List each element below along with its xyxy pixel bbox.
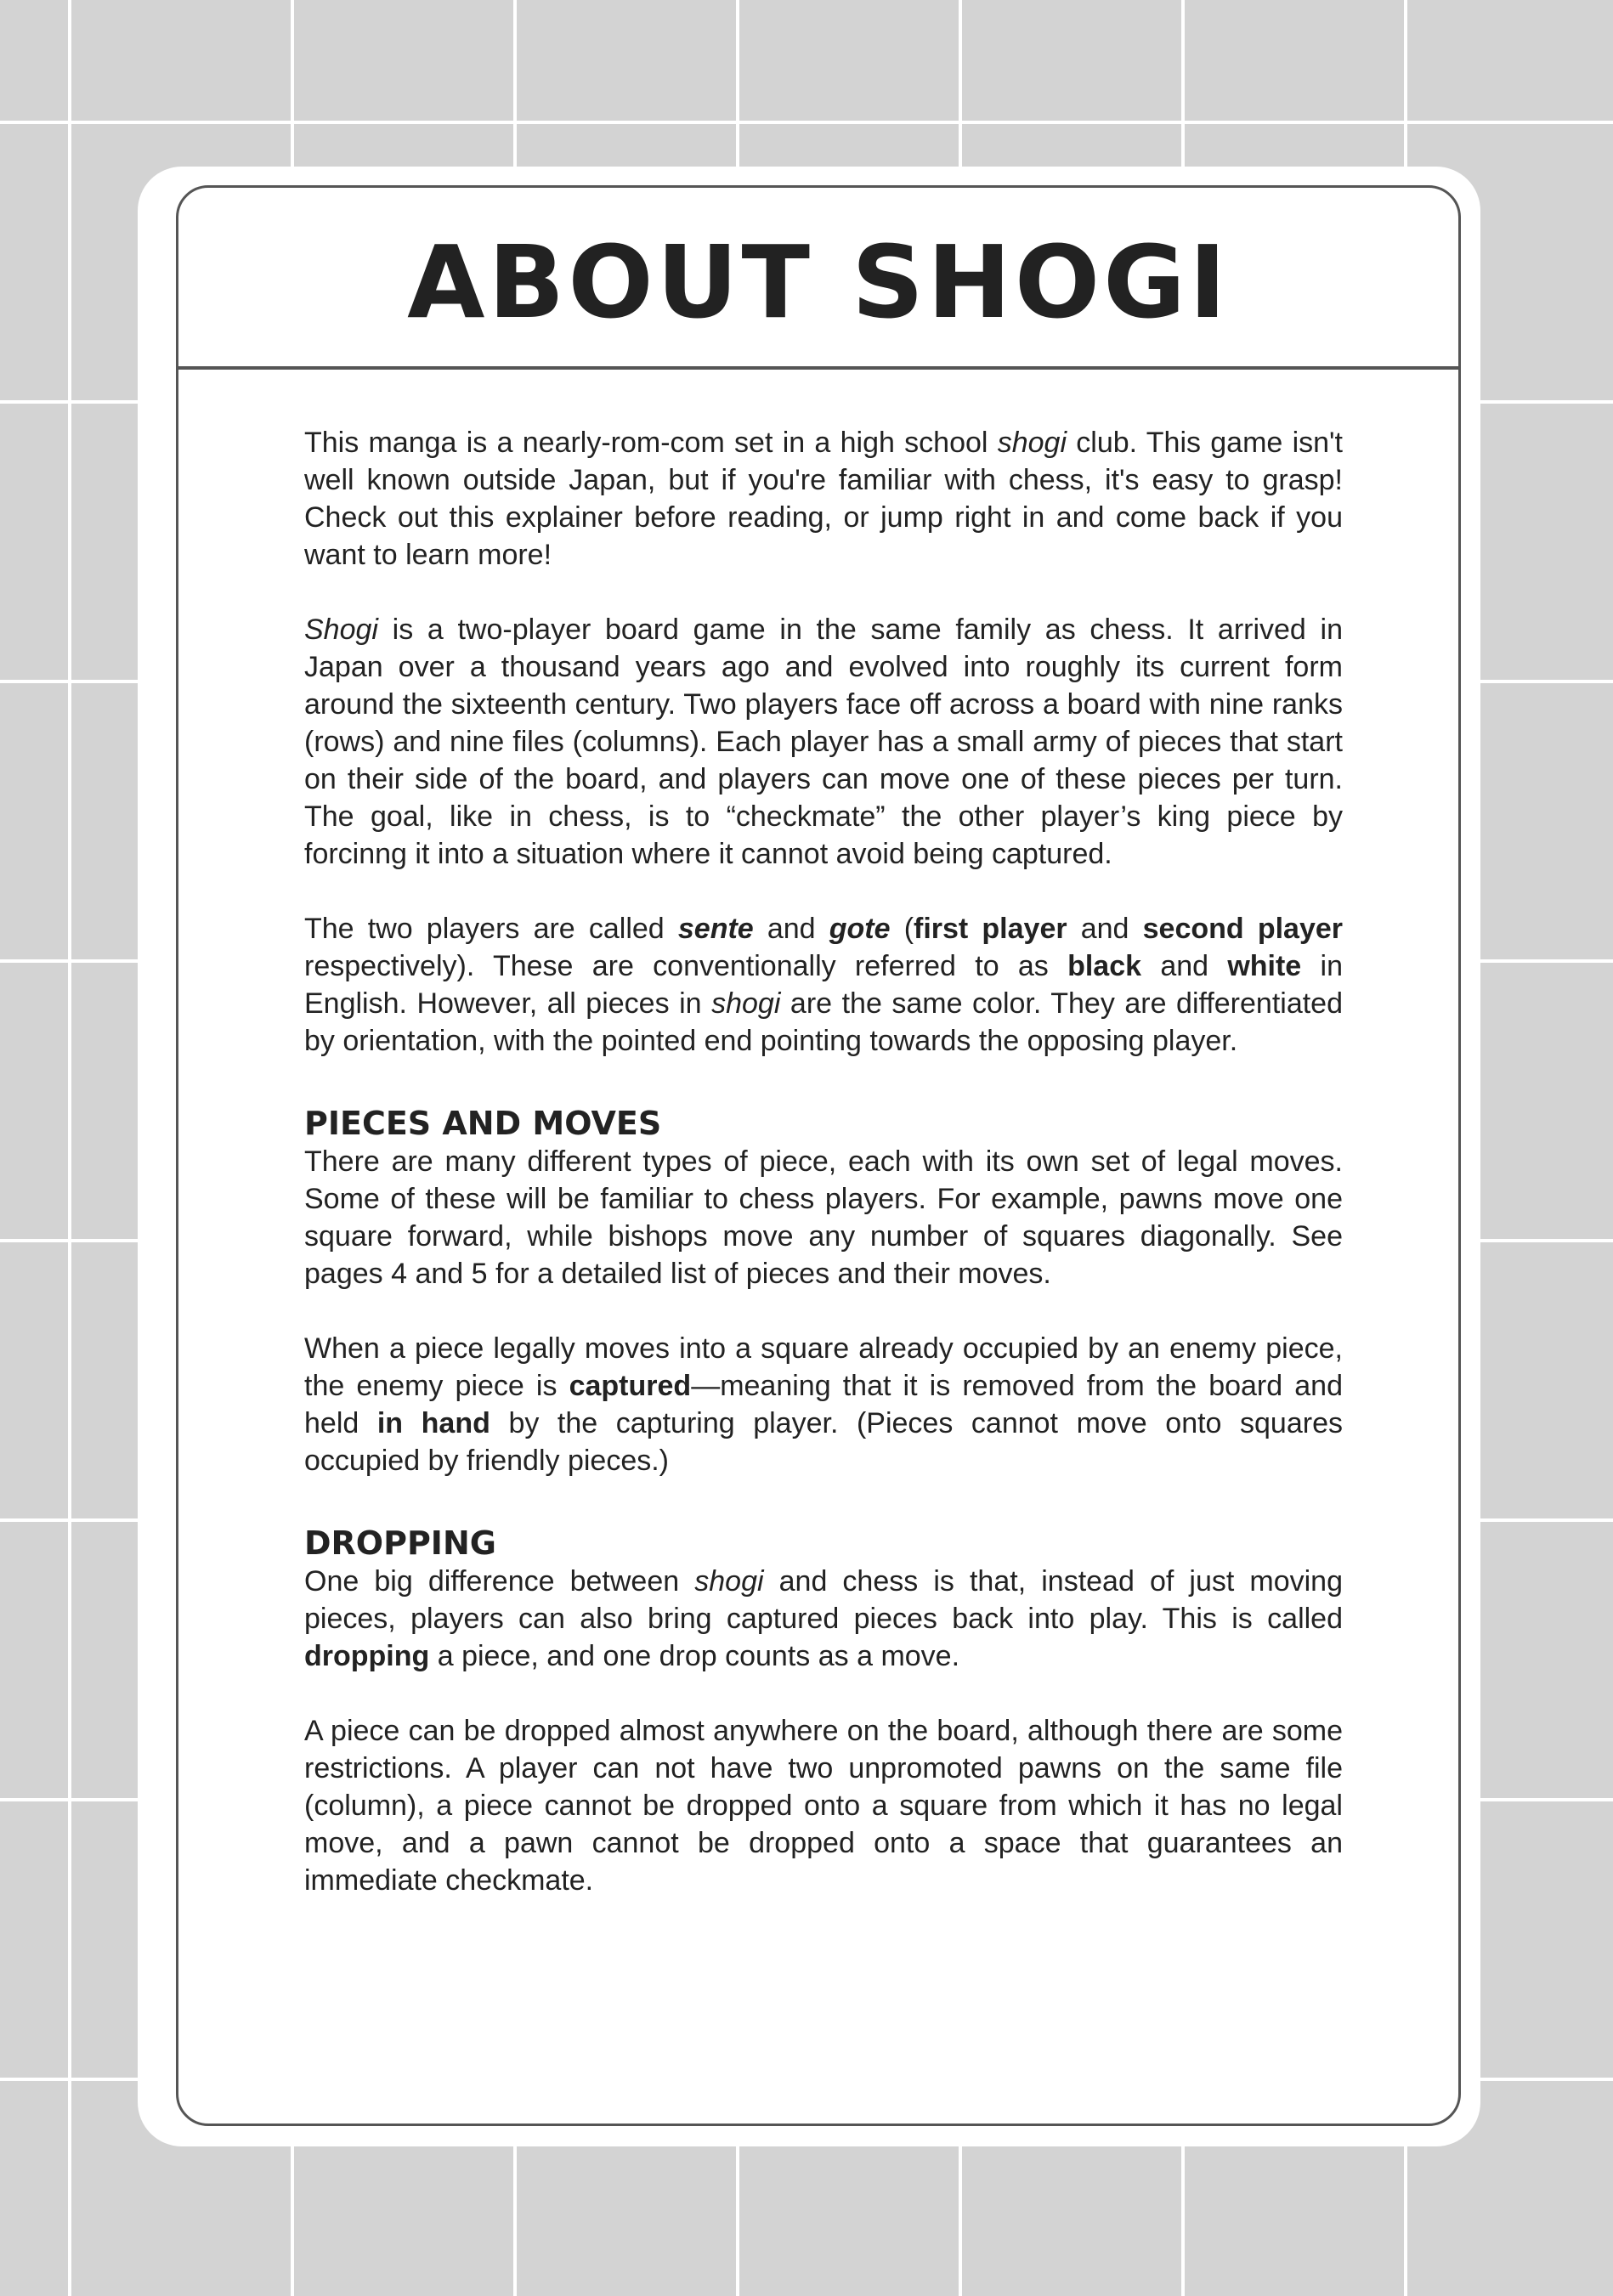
bold-text: white — [1227, 950, 1302, 982]
paragraph — [304, 910, 1343, 1060]
text-run: —meaning that it is removed from the board and held — [304, 1370, 1343, 1439]
text-run: There are many different types of piece, each with its own set of legal moves. Some of these will be familiar to chess players. For example, pawns move one square forward, while bishops move any number of squares diagonally. See pages 4 and 5 for a detailed list of pieces and their moves. — [304, 1145, 1343, 1290]
about-shogi-panel — [176, 185, 1461, 2126]
bold-text: first player — [914, 913, 1067, 945]
bold-text: captured — [569, 1370, 692, 1402]
bold-text: dropping — [304, 1640, 430, 1672]
bold-text: in hand — [376, 1407, 490, 1439]
text-run: in English. However, all pieces in — [304, 950, 1343, 1020]
panel-header — [178, 188, 1458, 370]
paragraph — [304, 1563, 1343, 1675]
paragraph — [304, 611, 1343, 873]
paragraph — [304, 424, 1343, 574]
page-title: ABOUT SHOGI — [407, 223, 1230, 341]
text-run: and — [1141, 950, 1228, 982]
article-body — [304, 424, 1343, 1937]
emphasis-text: gote — [829, 913, 891, 945]
text-run: This manga is a nearly-rom-com set in a high school — [304, 427, 998, 459]
italic-text: shogi — [694, 1565, 764, 1598]
section-heading: PIECES AND MOVES — [304, 1105, 662, 1142]
text-run: One big difference between — [304, 1565, 695, 1598]
bold-text — [829, 913, 891, 945]
text-run: and — [1067, 913, 1143, 945]
text-run: When a piece legally moves into a square already occupied by an enemy piece, the enemy piece is — [304, 1332, 1343, 1402]
text-run: club. This game isn't well known outside Japan, but if you're familiar with chess, it's easy to grasp! Check out this explainer before reading, or jump right in and come back if you want to learn more! — [304, 427, 1343, 571]
text-run: are the same color. They are differentiated by orientation, with the pointed end pointing towards the opposing player. — [304, 987, 1343, 1057]
bold-text: black — [1067, 950, 1142, 982]
text-run: and chess is that, instead of just moving pieces, players can also bring captured pieces back into play. This is called — [304, 1565, 1343, 1635]
text-run: by the capturing player. (Pieces cannot move onto squares occupied by friendly pieces.) — [304, 1407, 1343, 1477]
paragraph — [304, 1712, 1343, 1899]
text-run: A piece can be dropped almost anywhere on the board, although there are some restrictions. A player can not have two unpromoted pawns on the same file (column), a piece cannot be dropped onto a square from which it has no legal move, and a pawn cannot be dropped onto a space that guarantees an immediate checkmate. — [304, 1715, 1343, 1897]
italic-text: shogi — [997, 427, 1067, 459]
emphasis-text: sente — [677, 913, 754, 945]
paragraph — [304, 1330, 1343, 1479]
text-run: ( — [890, 913, 914, 945]
paragraph — [304, 1143, 1343, 1292]
text-run: a piece, and one drop counts as a move. — [429, 1640, 960, 1672]
text-run: is a two-player board game in the same family as chess. It arrived in Japan over a thousand years ago and evolved into roughly its current form around the sixteenth century. Two players face off across a board with nine ranks (rows) and nine files (columns). Each player has a small army of pieces that start on their side of the board, and players can move one of these pieces per turn. The goal, like in chess, is to “checkmate” the other player’s king piece by forcinng it into a situation where it cannot avoid being captured. — [304, 614, 1343, 870]
italic-text: shogi — [711, 987, 781, 1020]
text-run: respectively). These are conventionally referred to as — [304, 950, 1068, 982]
italic-text: Shogi — [304, 614, 378, 646]
text-run: The two players are called — [304, 913, 678, 945]
section-heading: DROPPING — [304, 1524, 496, 1562]
bold-text: second player — [1142, 913, 1343, 945]
bold-text — [678, 913, 754, 945]
text-run: and — [753, 913, 829, 945]
